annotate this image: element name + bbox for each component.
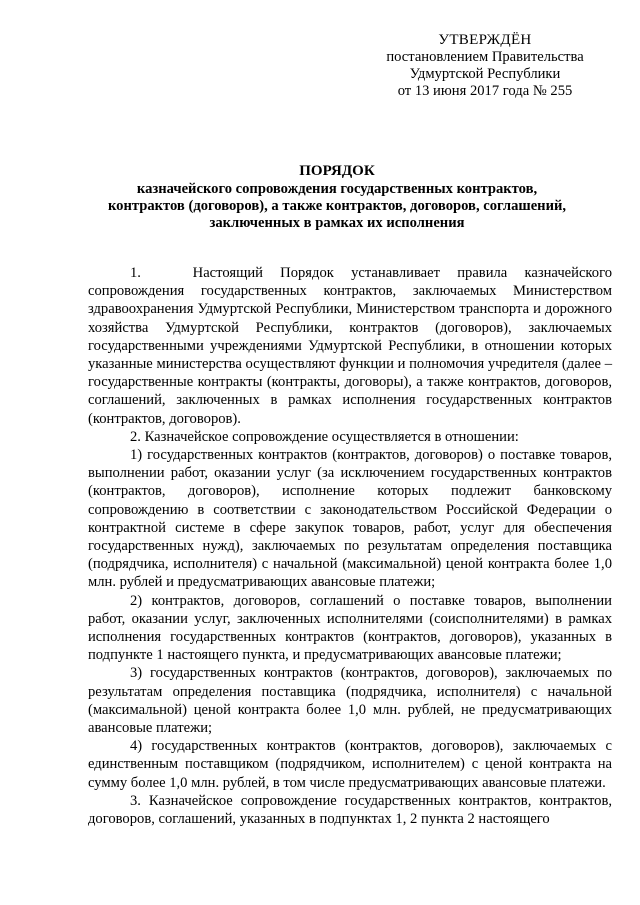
subparagraph-2-4: 4) государственных контрактов (контрактов, договоров), заключаемых с единственным поставщиком (подрядчиком, исполнителем) с ценой контракта на сумму более 1,0 млн. рублей, в том числе предусматривающих авансовые платежи. xyxy=(88,738,612,791)
paragraph-3: 3. Казначейское сопровождение государственных контрактов, контрактов, договоров, соглашений, указанных в подпунктах 1, 2 пункта 2 настоящего xyxy=(88,792,612,828)
subparagraph-2-1: 1) государственных контрактов (контрактов, договоров) о поставке товаров, выполнении работ, оказании услуг (за исключением государственных контрактов (контрактов, договоров), исполнение которых подлежит банковскому сопровождению в соответствии с законодательством Российской Федерации о контрактной системе в сфере закупок товаров, работ, услуг для обеспечения государственных нужд), заключаемых по результатам определения поставщика (подрядчика, исполнителя) с начальной (максимальной) ценой контракта более 1,0 млн. рублей и предусматривающих авансовые платежи; xyxy=(88,447,612,591)
title-line-1: казначейского сопровождения государственных контрактов, xyxy=(136,181,538,197)
document-body xyxy=(88,264,612,828)
approval-heading: УТВЕРЖДЁН xyxy=(438,32,532,48)
title-main: ПОРЯДОК xyxy=(299,163,375,179)
paragraph-1: 1. Настоящий Порядок устанавливает правила казначейского сопровождения государственных контрактов, заключаемых Министерством здравоохранения Удмуртской Республики, Министерством транспорта и дорожного хозяйства Удмуртской Республики, контрактов (договоров), заключаемых государственными учреждениями Удмуртской Республики, в отношении которых указанные министерства осуществляют функции и полномочия учредителя (далее – государственные контракты (контракты, договоры), а также контрактов, договоров, соглашений, заключенных в рамках исполнения государственных контрактов (контрактов, договоров). xyxy=(88,265,612,427)
approval-stamp-block xyxy=(360,32,610,100)
approval-line-2: Удмуртской Республики xyxy=(409,66,561,82)
approval-line-3: от 13 июня 2017 года № 255 xyxy=(397,83,573,99)
approval-line-1: постановлением Правительства xyxy=(386,49,584,65)
title-line-3: заключенных в рамках их исполнения xyxy=(209,215,465,231)
subparagraph-2-2: 2) контрактов, договоров, соглашений о поставке товаров, выполнении работ, оказании услуг, заключенных исполнителями (соисполнителями) в рамках исполнения государственных контрактов (контрактов, договоров), указанных в подпункте 1 настоящего пункта, и предусматривающих авансовые платежи; xyxy=(88,592,612,664)
subparagraph-2-3: 3) государственных контрактов (контрактов, договоров), заключаемых по результатам определения поставщика (подрядчика, исполнителя) с начальной (максимальной) ценой контракта более 1,0 млн. рублей, не предусматривающих авансовые платежи; xyxy=(88,665,612,737)
paragraph-2: 2. Казначейское сопровождение осуществляется в отношении: xyxy=(130,428,519,445)
document-title xyxy=(82,163,592,232)
title-line-2: контрактов (договоров), а также контрактов, договоров, соглашений, xyxy=(107,198,567,214)
